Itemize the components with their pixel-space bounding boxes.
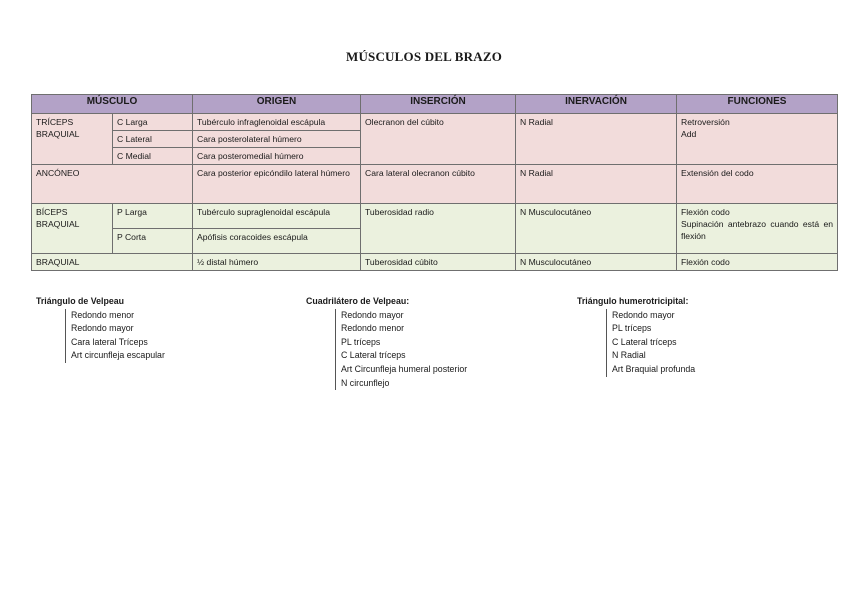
table-header-row [32,95,838,114]
innervation-cell: N Radial [516,114,677,165]
insertion-cell: Tuberosidad radio [361,204,516,254]
functions-cell: Flexión codo [677,254,838,271]
origin-cell: Cara posterolateral húmero [193,131,361,148]
muscle-name: ANCÓNEO [32,165,193,204]
function-line: Retroversión [681,117,730,127]
muscle-head: C Medial [113,148,193,165]
muscle-head: C Larga [113,114,193,131]
list-item: Art circunfleja escapular [71,350,165,361]
innervation-cell: N Musculocutáneo [516,204,677,254]
innervation-cell: N Radial [516,165,677,204]
header-funciones: FUNCIONES [677,95,838,114]
list-item: C Lateral tríceps [612,336,677,347]
list-item: PL tríceps [341,336,381,347]
function-line: Flexión codo [681,207,730,217]
muscle-head: P Corta [113,229,193,254]
table-row [32,254,838,271]
function-line: Supinación antebrazo cuando está en flexión [681,219,833,241]
header-origen: ORIGEN [193,95,361,114]
muscles-table [31,94,838,271]
list-item: Redondo menor [341,323,405,334]
page-title: MÚSCULOS DEL BRAZO [345,49,503,64]
header-insercion: INSERCIÓN [361,95,516,114]
list-triangulo-velpeau [36,295,165,363]
functions-cell [677,114,838,165]
list-triangulo-humerotricipital [577,295,695,377]
origin-cell: Tubérculo supraglenoidal escápula [193,204,361,229]
table-row [32,204,838,229]
list-item: N circunflejo [341,377,390,388]
origin-cell: Tubérculo infraglenoidal escápula [193,114,361,131]
muscle-name: TRÍCEPS BRAQUIAL [32,114,113,165]
list-cuadrilatero-velpeau [306,295,467,390]
list-item: Redondo mayor [71,323,134,334]
list-item: PL tríceps [612,323,652,334]
list-item: N Radial [612,350,646,361]
origin-cell: ½ distal húmero [193,254,361,271]
function-line: Add [681,129,697,139]
muscle-name: BRAQUIAL [32,254,193,271]
functions-cell: Extensión del codo [677,165,838,204]
header-musculo: MÚSCULO [32,95,193,114]
insertion-cell: Tuberosidad cúbito [361,254,516,271]
list-item: C Lateral tríceps [341,350,406,361]
list-item: Cara lateral Tríceps [71,336,148,347]
list-title: Triángulo de Velpeau [36,296,124,306]
muscle-head: P Larga [113,204,193,229]
functions-cell [677,204,838,254]
list-item: Redondo mayor [341,309,404,320]
list-title: Triángulo humerotricipital: [577,296,689,306]
innervation-cell: N Musculocutáneo [516,254,677,271]
insertion-cell: Olecranon del cúbito [361,114,516,165]
list-item: Art Braquial profunda [612,363,696,374]
table-row [32,165,838,204]
list-item: Art Circunfleja humeral posterior [341,363,468,374]
table-row [32,114,838,131]
header-inervacion: INERVACIÓN [516,95,677,114]
list-title: Cuadrilátero de Velpeau: [306,296,410,306]
muscle-head: C Lateral [113,131,193,148]
insertion-cell: Cara lateral olecranon cúbito [361,165,516,204]
origin-cell: Apófisis coracoides escápula [193,229,361,254]
origin-cell: Cara posterior epicóndilo lateral húmero [193,165,361,204]
origin-cell: Cara posteromedial húmero [193,148,361,165]
list-item: Redondo menor [71,309,135,320]
muscle-name: BÍCEPS BRAQUIAL [32,204,113,254]
list-item: Redondo mayor [612,309,675,320]
